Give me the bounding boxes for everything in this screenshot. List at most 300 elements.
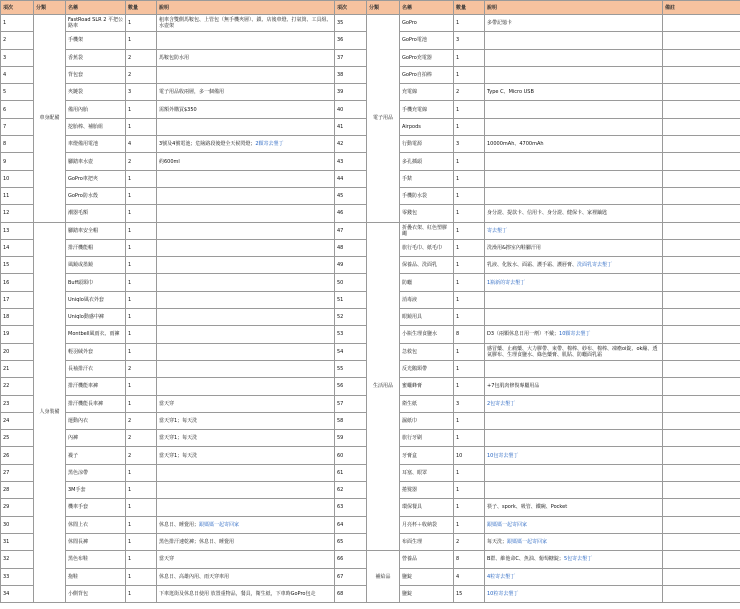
left-desc[interactable]	[157, 239, 335, 256]
note-cell[interactable]	[663, 482, 740, 499]
left-num[interactable]: 3	[1, 49, 34, 66]
left-num[interactable]: 21	[1, 360, 34, 377]
note-cell[interactable]	[663, 412, 740, 429]
note-cell[interactable]	[663, 187, 740, 204]
left-desc[interactable]	[157, 412, 335, 429]
left-qty[interactable]: 1	[126, 309, 157, 326]
left-name[interactable]: Uniqlo風衣外套	[66, 291, 126, 308]
right-num[interactable]: 44	[335, 170, 367, 187]
right-qty[interactable]: 3	[454, 32, 485, 49]
left-qty[interactable]: 1	[126, 170, 157, 187]
right-desc[interactable]	[485, 412, 663, 429]
right-num[interactable]: 46	[335, 205, 367, 222]
right-desc[interactable]	[485, 136, 663, 153]
right-desc[interactable]	[485, 15, 663, 32]
right-qty[interactable]: 1	[454, 153, 485, 170]
right-num[interactable]: 45	[335, 187, 367, 204]
note-cell[interactable]	[663, 568, 740, 585]
left-desc[interactable]	[157, 66, 335, 83]
left-desc[interactable]	[157, 360, 335, 377]
note-cell[interactable]	[663, 343, 740, 360]
right-num[interactable]: 55	[335, 360, 367, 377]
left-category[interactable]: 人身裝備	[34, 222, 66, 603]
left-qty[interactable]: 1	[126, 343, 157, 360]
note-cell[interactable]	[663, 66, 740, 83]
note-cell[interactable]	[663, 395, 740, 412]
right-name[interactable]: 衛生紙	[400, 395, 454, 412]
left-desc[interactable]	[157, 516, 335, 533]
left-name[interactable]: 排汗機能帽	[66, 239, 126, 256]
left-num[interactable]: 13	[1, 222, 34, 239]
right-name[interactable]: 營養品	[400, 551, 454, 568]
left-qty[interactable]: 1	[126, 205, 157, 222]
right-name[interactable]: 多孔插頭	[400, 153, 454, 170]
left-name[interactable]: 挖胎棒、補胎組	[66, 118, 126, 135]
right-desc[interactable]	[485, 274, 663, 291]
left-num[interactable]: 29	[1, 499, 34, 516]
left-desc[interactable]	[157, 291, 335, 308]
right-num[interactable]: 61	[335, 464, 367, 481]
right-num[interactable]: 40	[335, 101, 367, 118]
note-cell[interactable]	[663, 239, 740, 256]
left-qty[interactable]: 1	[126, 101, 157, 118]
left-num[interactable]: 34	[1, 585, 34, 602]
right-name[interactable]: 零錢包	[400, 205, 454, 222]
right-num[interactable]: 49	[335, 257, 367, 274]
right-num[interactable]: 56	[335, 378, 367, 395]
right-name[interactable]: GoPro	[400, 15, 454, 32]
note-cell[interactable]	[663, 118, 740, 135]
right-desc[interactable]	[485, 482, 663, 499]
right-qty[interactable]: 1	[454, 222, 485, 239]
left-num[interactable]: 28	[1, 482, 34, 499]
right-desc[interactable]	[485, 170, 663, 187]
left-qty[interactable]: 1	[126, 464, 157, 481]
left-name[interactable]: 休閒上衣	[66, 516, 126, 533]
header-qty-right[interactable]: 數量	[454, 1, 485, 15]
right-name[interactable]: 保養品、洗面乳	[400, 257, 454, 274]
right-category[interactable]: 電子用品	[367, 15, 400, 223]
header-desc[interactable]: 說明	[157, 1, 335, 15]
right-qty[interactable]: 1	[454, 239, 485, 256]
header-category-right[interactable]: 分類	[367, 1, 400, 15]
right-num[interactable]: 41	[335, 118, 367, 135]
right-qty[interactable]: 10	[454, 447, 485, 464]
note-cell[interactable]	[663, 464, 740, 481]
note-cell[interactable]	[663, 170, 740, 187]
header-name-right[interactable]: 名稱	[400, 1, 454, 15]
left-num[interactable]: 23	[1, 395, 34, 412]
left-num[interactable]: 4	[1, 66, 34, 83]
right-num[interactable]: 50	[335, 274, 367, 291]
left-name[interactable]: 排汗機能長車褲	[66, 395, 126, 412]
left-num[interactable]: 18	[1, 309, 34, 326]
left-name[interactable]: 黑色布鞋	[66, 551, 126, 568]
right-qty[interactable]: 1	[454, 378, 485, 395]
right-desc[interactable]	[485, 153, 663, 170]
left-qty[interactable]: 1	[126, 274, 157, 291]
right-desc[interactable]	[485, 309, 663, 326]
left-name[interactable]: 長袖排汗衣	[66, 360, 126, 377]
right-qty[interactable]: 8	[454, 326, 485, 343]
note-cell[interactable]	[663, 49, 740, 66]
left-name[interactable]: 運動內衣	[66, 412, 126, 429]
right-num[interactable]: 63	[335, 499, 367, 516]
left-name[interactable]: 3M手套	[66, 482, 126, 499]
left-desc[interactable]	[157, 326, 335, 343]
right-name[interactable]: 捲髮器	[400, 482, 454, 499]
note-cell[interactable]	[663, 309, 740, 326]
left-qty[interactable]: 4	[126, 136, 157, 153]
right-desc[interactable]	[485, 66, 663, 83]
right-desc[interactable]	[485, 430, 663, 447]
right-desc[interactable]	[485, 257, 663, 274]
left-qty[interactable]: 2	[126, 360, 157, 377]
right-name[interactable]: 濕紙巾	[400, 412, 454, 429]
left-desc[interactable]	[157, 49, 335, 66]
right-num[interactable]: 53	[335, 326, 367, 343]
header-qty[interactable]: 數量	[126, 1, 157, 15]
left-num[interactable]: 12	[1, 205, 34, 222]
right-qty[interactable]: 1	[454, 101, 485, 118]
right-num[interactable]: 57	[335, 395, 367, 412]
left-desc[interactable]	[157, 153, 335, 170]
note-cell[interactable]	[663, 136, 740, 153]
right-name[interactable]: 月亮杯＋收納袋	[400, 516, 454, 533]
left-name[interactable]: 拖鞋	[66, 568, 126, 585]
right-qty[interactable]: 1	[454, 516, 485, 533]
left-name[interactable]: GoPro防水殼	[66, 187, 126, 204]
left-num[interactable]: 14	[1, 239, 34, 256]
left-desc[interactable]	[157, 187, 335, 204]
left-desc[interactable]	[157, 170, 335, 187]
right-name[interactable]: 布面生理	[400, 533, 454, 550]
note-cell[interactable]	[663, 32, 740, 49]
right-category[interactable]: 補給品	[367, 551, 400, 603]
right-num[interactable]: 35	[335, 15, 367, 32]
left-name[interactable]: Buff頭頸巾	[66, 274, 126, 291]
right-qty[interactable]: 15	[454, 585, 485, 602]
left-name[interactable]: 手機架	[66, 32, 126, 49]
note-cell[interactable]	[663, 326, 740, 343]
left-desc[interactable]	[157, 464, 335, 481]
left-desc[interactable]	[157, 378, 335, 395]
left-qty[interactable]: 1	[126, 482, 157, 499]
left-desc[interactable]	[157, 447, 335, 464]
right-desc[interactable]	[485, 464, 663, 481]
right-desc[interactable]	[485, 326, 663, 343]
left-name[interactable]: 機車手套	[66, 499, 126, 516]
left-name[interactable]: 潮器毛額	[66, 205, 126, 222]
left-name[interactable]: 休閒長褲	[66, 533, 126, 550]
right-num[interactable]: 48	[335, 239, 367, 256]
left-qty[interactable]: 2	[126, 412, 157, 429]
note-cell[interactable]	[663, 499, 740, 516]
left-desc[interactable]	[157, 499, 335, 516]
left-name[interactable]: 風鏡或墨鏡	[66, 257, 126, 274]
right-desc[interactable]	[485, 447, 663, 464]
left-qty[interactable]: 1	[126, 516, 157, 533]
left-name[interactable]: 腳踏車水壺	[66, 153, 126, 170]
left-desc[interactable]	[157, 15, 335, 32]
left-qty[interactable]: 1	[126, 291, 157, 308]
left-num[interactable]: 11	[1, 187, 34, 204]
right-qty[interactable]: 1	[454, 412, 485, 429]
note-cell[interactable]	[663, 205, 740, 222]
right-num[interactable]: 54	[335, 343, 367, 360]
note-cell[interactable]	[663, 533, 740, 550]
note-cell[interactable]	[663, 360, 740, 377]
header-category[interactable]: 分類	[34, 1, 66, 15]
right-category[interactable]: 生活用品	[367, 222, 400, 551]
right-qty[interactable]: 1	[454, 309, 485, 326]
left-desc[interactable]	[157, 568, 335, 585]
right-desc[interactable]	[485, 343, 663, 360]
left-num[interactable]: 9	[1, 153, 34, 170]
left-num[interactable]: 8	[1, 136, 34, 153]
right-qty[interactable]: 4	[454, 568, 485, 585]
left-qty[interactable]: 1	[126, 378, 157, 395]
right-name[interactable]: 小瓶生理食鹽水	[400, 326, 454, 343]
left-num[interactable]: 26	[1, 447, 34, 464]
left-name[interactable]: 小側背包	[66, 585, 126, 602]
right-num[interactable]: 58	[335, 412, 367, 429]
left-qty[interactable]: 1	[126, 551, 157, 568]
left-qty[interactable]: 1	[126, 585, 157, 602]
right-name[interactable]: 蜜蠟蜂膏	[400, 378, 454, 395]
right-num[interactable]: 37	[335, 49, 367, 66]
right-num[interactable]: 62	[335, 482, 367, 499]
left-qty[interactable]: 2	[126, 49, 157, 66]
left-num[interactable]: 32	[1, 551, 34, 568]
left-desc[interactable]	[157, 482, 335, 499]
header-num[interactable]: 項次	[1, 1, 34, 15]
left-num[interactable]: 6	[1, 101, 34, 118]
right-num[interactable]: 68	[335, 585, 367, 602]
right-name[interactable]: 旅行毛巾、紙毛巾	[400, 239, 454, 256]
note-cell[interactable]	[663, 101, 740, 118]
note-cell[interactable]	[663, 585, 740, 602]
left-name[interactable]: GoPro車把夾	[66, 170, 126, 187]
left-desc[interactable]	[157, 309, 335, 326]
right-desc[interactable]	[485, 239, 663, 256]
right-num[interactable]: 59	[335, 430, 367, 447]
right-qty[interactable]: 1	[454, 66, 485, 83]
right-qty[interactable]: 2	[454, 533, 485, 550]
right-num[interactable]: 67	[335, 568, 367, 585]
left-qty[interactable]: 1	[126, 118, 157, 135]
right-qty[interactable]: 1	[454, 464, 485, 481]
left-num[interactable]: 10	[1, 170, 34, 187]
left-name[interactable]: 黑色涼帶	[66, 464, 126, 481]
left-desc[interactable]	[157, 533, 335, 550]
left-name[interactable]: 內褲	[66, 430, 126, 447]
right-num[interactable]: 66	[335, 551, 367, 568]
right-name[interactable]: 防曬	[400, 274, 454, 291]
left-qty[interactable]: 2	[126, 430, 157, 447]
note-cell[interactable]	[663, 222, 740, 239]
note-cell[interactable]	[663, 84, 740, 101]
left-qty[interactable]: 1	[126, 257, 157, 274]
right-qty[interactable]: 8	[454, 551, 485, 568]
right-qty[interactable]: 1	[454, 343, 485, 360]
left-num[interactable]: 31	[1, 533, 34, 550]
note-cell[interactable]	[663, 447, 740, 464]
header-name[interactable]: 名稱	[66, 1, 126, 15]
left-category[interactable]: 車身配備	[34, 15, 66, 223]
left-name[interactable]: 排汗機能車褲	[66, 378, 126, 395]
left-name[interactable]: 輕羽絨外套	[66, 343, 126, 360]
right-num[interactable]: 43	[335, 153, 367, 170]
right-num[interactable]: 52	[335, 309, 367, 326]
right-qty[interactable]: 1	[454, 499, 485, 516]
right-name[interactable]: 鹽錠	[400, 568, 454, 585]
left-num[interactable]: 33	[1, 568, 34, 585]
left-desc[interactable]	[157, 118, 335, 135]
left-name[interactable]: 夾鏈袋	[66, 84, 126, 101]
right-qty[interactable]: 1	[454, 187, 485, 204]
right-qty[interactable]: 2	[454, 84, 485, 101]
left-name[interactable]: 背包套	[66, 66, 126, 83]
right-num[interactable]: 36	[335, 32, 367, 49]
left-num[interactable]: 2	[1, 32, 34, 49]
right-qty[interactable]: 1	[454, 49, 485, 66]
left-desc[interactable]	[157, 343, 335, 360]
left-num[interactable]: 19	[1, 326, 34, 343]
right-qty[interactable]: 1	[454, 430, 485, 447]
left-qty[interactable]: 1	[126, 568, 157, 585]
right-desc[interactable]	[485, 568, 663, 585]
note-cell[interactable]	[663, 378, 740, 395]
right-name[interactable]: 急救包	[400, 343, 454, 360]
left-desc[interactable]	[157, 585, 335, 602]
right-name[interactable]: Airpods	[400, 118, 454, 135]
left-name[interactable]: 香蕉袋	[66, 49, 126, 66]
header-num-right[interactable]: 項次	[335, 1, 367, 15]
left-qty[interactable]: 1	[126, 326, 157, 343]
right-num[interactable]: 60	[335, 447, 367, 464]
right-num[interactable]: 39	[335, 84, 367, 101]
right-name[interactable]: 消毒液	[400, 291, 454, 308]
right-name[interactable]: 眼鏡用具	[400, 309, 454, 326]
left-name[interactable]: 車燈備用電池	[66, 136, 126, 153]
right-qty[interactable]: 3	[454, 395, 485, 412]
right-desc[interactable]	[485, 360, 663, 377]
right-name[interactable]: 行動電源	[400, 136, 454, 153]
left-desc[interactable]	[157, 274, 335, 291]
left-name[interactable]: FastRoad SLR 2 平把公路車	[66, 15, 126, 32]
left-desc[interactable]	[157, 205, 335, 222]
left-desc[interactable]	[157, 32, 335, 49]
right-desc[interactable]	[485, 49, 663, 66]
right-name[interactable]: 折疊衣架、紅色塑膠繩	[400, 222, 454, 239]
note-cell[interactable]	[663, 430, 740, 447]
right-name[interactable]: 鹽錠	[400, 585, 454, 602]
right-name[interactable]: 手機防水袋	[400, 187, 454, 204]
right-desc[interactable]	[485, 84, 663, 101]
left-qty[interactable]: 1	[126, 533, 157, 550]
note-cell[interactable]	[663, 257, 740, 274]
left-num[interactable]: 17	[1, 291, 34, 308]
right-num[interactable]: 65	[335, 533, 367, 550]
right-name[interactable]: 反光鵝頸帶	[400, 360, 454, 377]
left-qty[interactable]: 1	[126, 187, 157, 204]
right-qty[interactable]: 3	[454, 136, 485, 153]
note-cell[interactable]	[663, 291, 740, 308]
left-desc[interactable]	[157, 430, 335, 447]
left-qty[interactable]: 1	[126, 395, 157, 412]
right-name[interactable]: 環保餐具	[400, 499, 454, 516]
left-desc[interactable]	[157, 257, 335, 274]
right-desc[interactable]	[485, 551, 663, 568]
right-qty[interactable]: 1	[454, 118, 485, 135]
left-qty[interactable]: 2	[126, 66, 157, 83]
left-name[interactable]: 襪子	[66, 447, 126, 464]
left-name[interactable]: Uniqlo動感中褲	[66, 309, 126, 326]
right-desc[interactable]	[485, 516, 663, 533]
right-desc[interactable]	[485, 395, 663, 412]
right-qty[interactable]: 1	[454, 257, 485, 274]
right-name[interactable]: 旅行牙刷	[400, 430, 454, 447]
left-num[interactable]: 27	[1, 464, 34, 481]
left-desc[interactable]	[157, 101, 335, 118]
right-desc[interactable]	[485, 378, 663, 395]
right-name[interactable]: 手錶	[400, 170, 454, 187]
left-num[interactable]: 1	[1, 15, 34, 32]
right-desc[interactable]	[485, 585, 663, 602]
left-num[interactable]: 20	[1, 343, 34, 360]
right-num[interactable]: 64	[335, 516, 367, 533]
right-qty[interactable]: 1	[454, 291, 485, 308]
right-desc[interactable]	[485, 187, 663, 204]
left-qty[interactable]: 2	[126, 153, 157, 170]
left-num[interactable]: 24	[1, 412, 34, 429]
right-name[interactable]: GoPro自拍棒	[400, 66, 454, 83]
left-num[interactable]: 25	[1, 430, 34, 447]
right-desc[interactable]	[485, 205, 663, 222]
left-desc[interactable]	[157, 136, 335, 153]
header-desc-right[interactable]: 說明	[485, 1, 663, 15]
right-num[interactable]: 42	[335, 136, 367, 153]
right-name[interactable]: GoPro電池	[400, 32, 454, 49]
left-name[interactable]: Montbell風雨衣、雨褲	[66, 326, 126, 343]
left-desc[interactable]	[157, 84, 335, 101]
header-note[interactable]: 備註	[663, 1, 740, 15]
right-name[interactable]: 手機充電線	[400, 101, 454, 118]
left-qty[interactable]: 1	[126, 239, 157, 256]
right-qty[interactable]: 1	[454, 205, 485, 222]
right-qty[interactable]: 1	[454, 360, 485, 377]
left-qty[interactable]: 1	[126, 15, 157, 32]
right-name[interactable]: 耳塞、眼罩	[400, 464, 454, 481]
left-num[interactable]: 7	[1, 118, 34, 135]
note-cell[interactable]	[663, 516, 740, 533]
right-qty[interactable]: 1	[454, 274, 485, 291]
right-name[interactable]: 充電線	[400, 84, 454, 101]
left-num[interactable]: 5	[1, 84, 34, 101]
note-cell[interactable]	[663, 15, 740, 32]
right-qty[interactable]: 1	[454, 15, 485, 32]
left-qty[interactable]: 1	[126, 222, 157, 239]
right-qty[interactable]: 1	[454, 482, 485, 499]
right-name[interactable]: 牙膏盒	[400, 447, 454, 464]
right-desc[interactable]	[485, 499, 663, 516]
left-qty[interactable]: 3	[126, 84, 157, 101]
left-num[interactable]: 16	[1, 274, 34, 291]
right-num[interactable]: 38	[335, 66, 367, 83]
left-num[interactable]: 15	[1, 257, 34, 274]
left-qty[interactable]: 1	[126, 499, 157, 516]
